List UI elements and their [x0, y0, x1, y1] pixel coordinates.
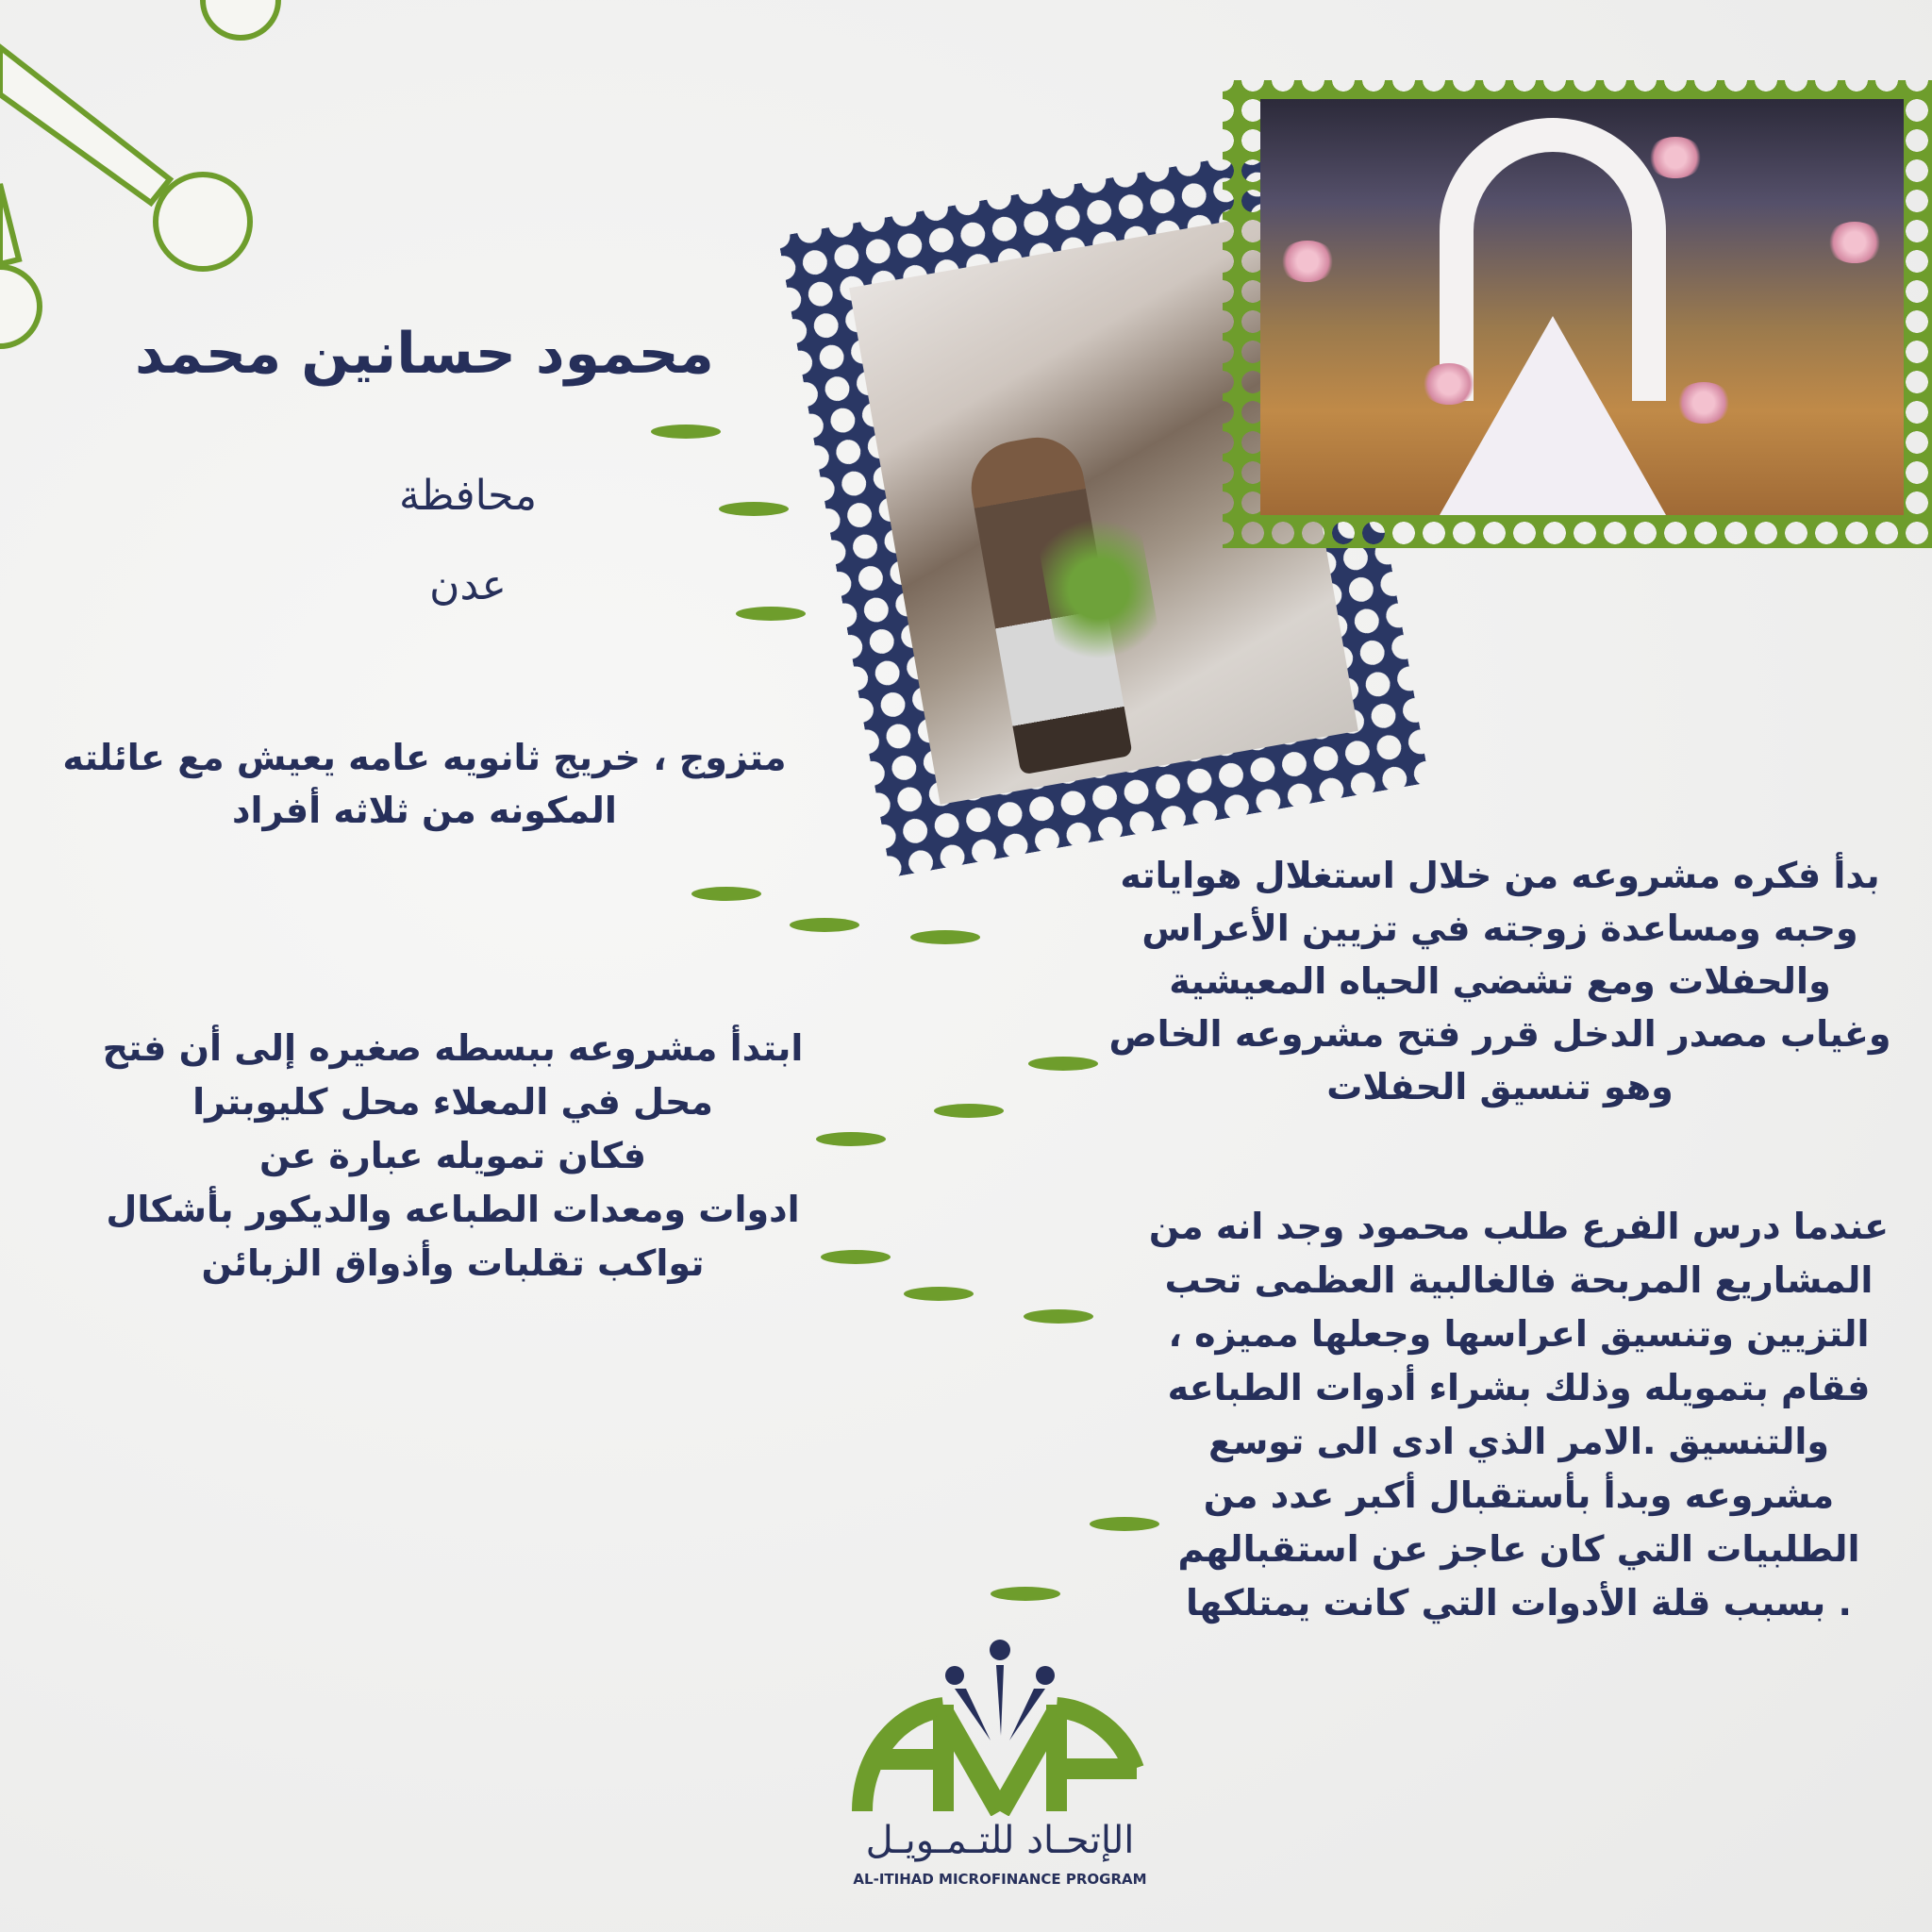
dash-decoration: [816, 1132, 886, 1146]
bio-line: المكونه من ثلاثه أفراد: [232, 790, 617, 831]
financing-line: المشاريع المربحة فالغالبية العظمى تحب: [1164, 1259, 1874, 1301]
idea-line: وحبه ومساعدة زوجته في تزيين الأعراس: [1141, 908, 1858, 949]
idea-line: وهو تنسيق الحفلات: [1326, 1066, 1674, 1108]
project-idea-paragraph: [1094, 849, 1906, 1113]
dash-decoration: [1028, 1057, 1098, 1071]
governorate-value: عدن: [429, 561, 507, 609]
scissors-decoration-icon: [0, 0, 302, 368]
wedding-hall-photo: [1260, 99, 1904, 515]
financing-line: فقام بتمويله وذلك بشراء أدوات الطباعه: [1167, 1367, 1871, 1408]
financing-line: والتنسيق .الامر الذي ادى الى توسع: [1208, 1421, 1830, 1462]
logo-english-name: AL-ITIHAD MICROFINANCE PROGRAM: [853, 1871, 1147, 1888]
dash-decoration: [719, 502, 789, 516]
logo-arabic-name: الإتحـاد للتـمـويـل: [865, 1819, 1135, 1862]
dash-decoration: [910, 930, 980, 944]
idea-line: بدأ فكره مشروعه من خلال استغلال هواياته: [1120, 855, 1880, 896]
dash-decoration: [651, 425, 721, 439]
financing-line: . بسبب قلة الأدوات التي كانت يمتلكها: [1186, 1582, 1852, 1624]
dash-decoration: [691, 887, 761, 901]
idea-line: والحفلات ومع تشضي الحياه المعيشية: [1169, 960, 1831, 1002]
dash-decoration: [1024, 1309, 1093, 1324]
bio-paragraph: [38, 731, 811, 837]
aisle-carpet: [1440, 316, 1666, 515]
dash-decoration: [934, 1104, 1004, 1118]
start-line: ابتدأ مشروعه ببسطه صغيره إلى أن فتح: [102, 1027, 804, 1069]
bio-line: متزوج ، خريج ثانويه عامه يعيش مع عائلته: [62, 737, 787, 778]
dash-decoration: [790, 918, 859, 932]
person-name: محمود حسانين محمد: [135, 321, 714, 387]
start-line: محل في المعلاء محل كليوبترا: [192, 1081, 713, 1123]
amp-logo: [849, 1637, 1151, 1896]
idea-line: وغياب مصدر الدخل قرر فتح مشروعه الخاص: [1108, 1013, 1891, 1055]
financing-paragraph: [1123, 1200, 1915, 1630]
start-line: فكان تمويله عبارة عن: [259, 1135, 646, 1176]
start-line: تواكب تقلبات وأذواق الزبائن: [201, 1242, 705, 1284]
dash-decoration: [904, 1287, 974, 1301]
financing-line: مشروعه وبدأ بأستقبال أكبر عدد من: [1203, 1474, 1835, 1516]
start-line: ادوات ومعدات الطباعه والديكور بأشكال: [106, 1189, 800, 1230]
financing-line: التزيين وتنسيق اعراسها وجعلها مميزه ،: [1168, 1313, 1870, 1355]
governorate-label: محافظة: [398, 472, 538, 520]
project-start-paragraph: [57, 1022, 849, 1291]
dash-decoration: [991, 1587, 1060, 1601]
dash-decoration: [821, 1250, 891, 1264]
dash-decoration: [736, 607, 806, 621]
financing-line: عندما درس الفرع طلب محمود وجد انه من: [1148, 1206, 1890, 1247]
dash-decoration: [1090, 1517, 1159, 1531]
financing-line: الطلبيات التي كان عاجز عن استقبالهم: [1177, 1528, 1860, 1570]
amp-logo-mark-icon: [849, 1637, 1151, 1816]
